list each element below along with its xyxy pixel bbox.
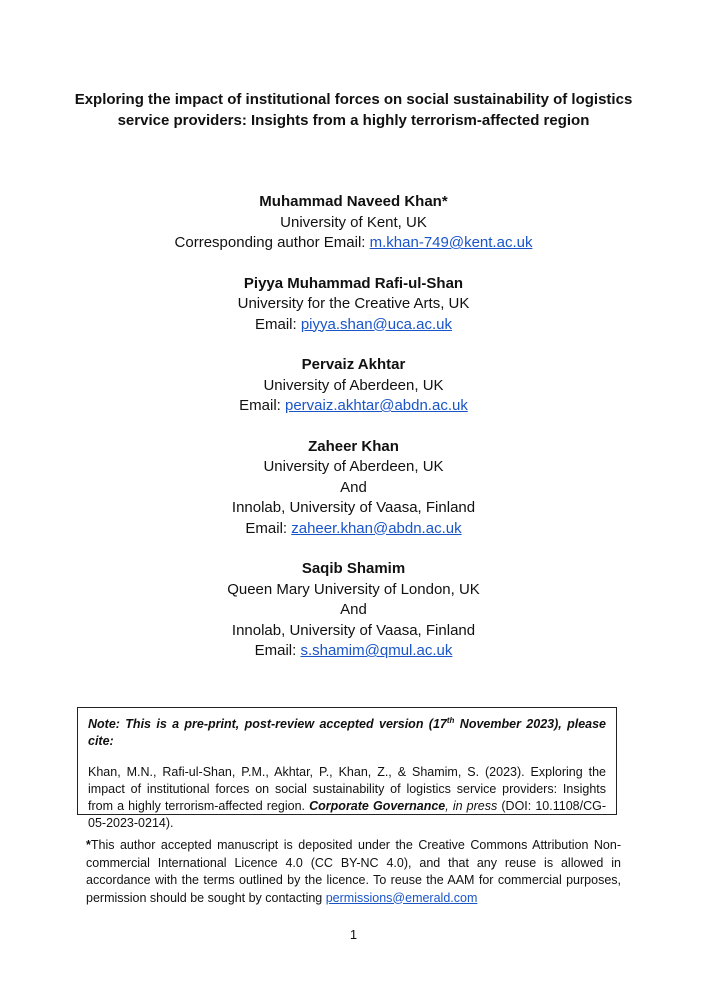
author-affiliation: University for the Creative Arts, UK <box>237 295 470 312</box>
author-email-link[interactable]: piyya.shan@uca.ac.uk <box>300 315 452 333</box>
author-email-line <box>100 315 607 336</box>
email-prefix: Corresponding author Email: <box>174 234 370 251</box>
author-affiliation: University of Kent, UK <box>280 213 427 231</box>
author-affiliation: Innolab, University of Vaasa, Finland <box>231 499 476 516</box>
citation-main: Khan, M.N., Rafi-ul-Shan, P.M., Akhtar, P., Khan, Z., & Shamim, S. (2023). Exploring the impact of institutional forces on social sustainability of logistics service providers: Insights from a highly terrorism-affected region. <box>88 765 606 814</box>
author-affiliation-and: And <box>340 478 367 496</box>
author-name: Zaheer Khan <box>308 437 399 455</box>
title-line-2: service providers: Insights from a highly terrorism-affected region <box>117 112 590 129</box>
author-name: Piyya Muhammad Rafi-ul-Shan <box>243 274 464 292</box>
author-email-line <box>100 396 607 417</box>
note-heading-text: Note: This is a pre-print, post-review accepted version (17 <box>88 717 447 732</box>
author-affiliation: University of Aberdeen, UK <box>263 458 444 475</box>
email-prefix: Email: <box>255 315 301 333</box>
note-heading-sup: th <box>446 716 455 725</box>
citation-text <box>88 764 606 832</box>
page-number: 1 <box>349 927 358 942</box>
note-heading <box>88 712 606 750</box>
author-block <box>100 192 607 254</box>
note-heading-text-end: November 2023), please cite: <box>88 717 607 749</box>
author-affiliation: Innolab, University of Vaasa, Finland <box>231 621 476 639</box>
author-block <box>100 437 607 540</box>
footnote-text: This author accepted manuscript is deposited under the Creative Commons Attribution Non-commercial International Licence 4.0 (CC BY-NC 4.0), and that any reuse is allowed in accordance with the terms outlined by the licence. To reuse the AAM for commercial purposes, permission should be sought by contacting <box>86 838 621 905</box>
author-name: Muhammad Naveed Khan* <box>259 193 448 210</box>
footnote-star: * <box>86 838 91 852</box>
author-email-link[interactable]: zaheer.khan@abdn.ac.uk <box>291 519 462 537</box>
license-footnote <box>86 837 621 907</box>
author-name: Saqib Shamim <box>301 560 406 577</box>
paper-title <box>70 89 637 131</box>
author-affiliation: University of Aberdeen, UK <box>263 376 444 394</box>
author-name: Pervaiz Akhtar <box>301 356 406 373</box>
email-prefix: Email: <box>245 519 292 537</box>
citation-doi: (DOI: 10.1108/CG-05-2023-0214). <box>88 799 606 831</box>
author-email-link[interactable]: s.shamim@qmul.ac.uk <box>300 642 453 659</box>
email-prefix: Email: <box>254 642 301 659</box>
author-affiliation: Queen Mary University of London, UK <box>227 580 480 598</box>
author-block <box>100 274 607 336</box>
author-email-link[interactable]: pervaiz.akhtar@abdn.ac.uk <box>285 397 468 414</box>
author-email-line <box>100 519 607 540</box>
citation-note-box <box>77 707 617 831</box>
author-email-line <box>100 233 607 254</box>
author-block <box>100 559 607 662</box>
author-list <box>100 192 607 682</box>
author-email-link[interactable]: m.khan-749@kent.ac.uk <box>369 234 533 251</box>
author-email-line <box>100 641 607 662</box>
permissions-email-link[interactable]: permissions@emerald.com <box>325 890 478 905</box>
email-prefix: Email: <box>239 397 285 414</box>
citation-journal: Corporate Governance <box>309 799 446 814</box>
author-block <box>100 355 607 417</box>
author-affiliation-and: And <box>340 601 367 618</box>
title-line-1: Exploring the impact of institutional forces on social sustainability of logistics <box>74 91 633 108</box>
citation-in-press: , in press <box>445 799 498 814</box>
